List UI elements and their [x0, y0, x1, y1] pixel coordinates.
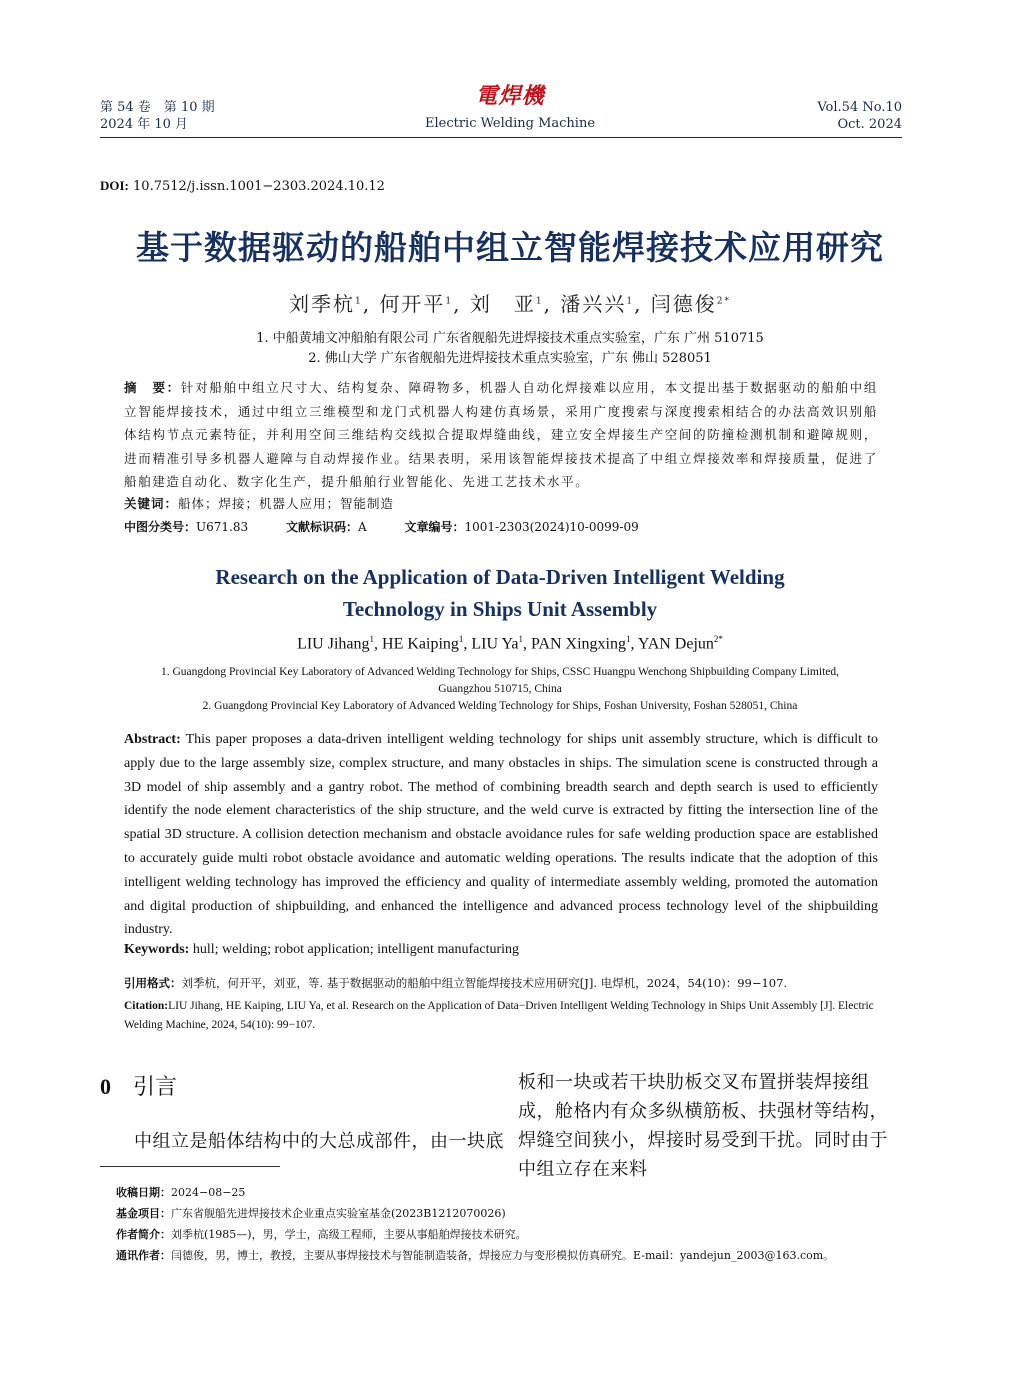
footnote-corresponding-text[interactable]: 闫德俊，男，博士，教授，主要从事焊接技术与智能制造装备，焊接应力与变形模拟仿真研究。E-mail：yandejun_2003@163.com。 [171, 1249, 835, 1262]
keywords-en-text: hull; welding; robot application; intelligent manufacturing [189, 942, 520, 957]
abstract-cn [124, 376, 878, 494]
footnote-author-bio-text: 刘季杭(1985—)，男，学士，高级工程师，主要从事船舶焊接技术研究。 [171, 1228, 527, 1241]
keywords-en [124, 942, 519, 958]
citation-en-text: LIU Jihang, HE Kaiping, LIU Ya, et al. Research on the Application of Data−Driven Intelligent Welding Technology in Ships Unit Assembly [J]. Electric Welding Machine, 2024, 54(10): 99−107. [124, 1000, 874, 1031]
section-heading-introduction [100, 1070, 177, 1101]
section-title: 引言 [133, 1075, 178, 1100]
author-cn-1-aff: 1 [354, 296, 363, 307]
citation-en [124, 997, 878, 1035]
article-number [404, 520, 638, 534]
citation-cn-text: 刘季杭，何开平，刘亚，等. 基于数据驱动的船舶中组立智能焊接技术应用研究[J]. 电焊机，2024，54(10)：99−107. [181, 976, 788, 990]
affiliation-en-1: 1. Guangdong Provincial Key Laboratory of Advanced Welding Technology for Ships, CSSC Huangpu Wenchong Shipbuilding Company Limited, [160, 666, 839, 678]
affiliation-cn-2: 2. 佛山大学 广东省舰船先进焊接技术重点实验室，广东 佛山 528051 [308, 351, 712, 366]
section-number: 0 [100, 1074, 111, 1099]
footnote-funding-label: 基金项目： [116, 1207, 171, 1220]
authors-cn: 刘季杭$^1$, 何开平$^1$, 刘 亚$^1$, 潘兴兴$^1$, 闫德俊$^{2*}$ [288, 292, 732, 316]
author-en-5: YAN Dejun [637, 635, 714, 653]
header-volume-cn: 第 54 卷 第 10 期 [100, 100, 215, 115]
footnote-received [116, 1182, 834, 1203]
body-text-right-column: 板和一块或若干块肋板交叉布置拼装焊接组成，舱格内有众多纵横筋板、扶强材等结构，焊缝空间狭小，焊接时易受到干扰。同时由于中组立存在来料 [518, 1072, 888, 1180]
title-en-line-2: Technology in Ships Unit Assembly [342, 597, 658, 621]
footnote-funding-text: 广东省舰船先进焊接技术企业重点实验室基金(2023B1212070026) [171, 1207, 506, 1220]
affiliations-cn [0, 329, 1020, 369]
clc-value: U671.83 [196, 520, 249, 534]
author-en-3-aff: 1 [518, 634, 524, 644]
clc-label: 中图分类号： [124, 520, 197, 534]
author-cn-4: 潘兴兴 [560, 292, 627, 316]
abstract-en-label: Abstract: [124, 732, 181, 747]
author-en-4-aff: 1 [626, 634, 631, 644]
header-issue-en [817, 99, 902, 133]
document-code-label: 文献标识码： [285, 520, 358, 534]
keywords-en-label: Keywords: [124, 942, 190, 957]
author-cn-3-aff: 1 [535, 296, 544, 307]
keywords-cn-label: 关键词： [124, 496, 179, 511]
author-cn-5-aff: 2* [716, 296, 732, 307]
keywords-cn [124, 494, 394, 512]
author-cn-1: 刘季杭 [288, 292, 355, 316]
journal-logo: 電焊機 [475, 83, 545, 109]
header-date-en: Oct. 2024 [837, 117, 902, 132]
author-cn-2: 何开平 [379, 292, 446, 316]
doi-label: DOI: [100, 178, 129, 193]
abstract-cn-label: 摘 要： [124, 380, 181, 395]
header-rule [100, 137, 902, 138]
author-en-2: HE Kaiping [382, 635, 459, 653]
author-cn-2-aff: 1 [445, 296, 454, 307]
body-text-left-column: 中组立是船体结构中的大总成部件，由一块底 [134, 1131, 504, 1152]
authors-en: LIU Jihang$^1$, HE Kaiping$^1$, LIU Ya$^1$, PAN Xingxing$^1$, YAN Dejun$^{2*}$ [297, 634, 723, 653]
footnote-corresponding-author [116, 1245, 834, 1266]
author-en-5-aff: 2* [713, 634, 723, 644]
title-cn: 基于数据驱动的船舶中组立智能焊接技术应用研究 [136, 228, 884, 267]
abstract-en-text: This paper proposes a data-driven intelligent welding technology for ships unit assembly structure, which is difficult to apply due to the large assembly size, complex structure, and many obstacles in ships. The simulation scene is constructed through a 3D model of ship assembly and a gantry robot. The method of combining breadth search and depth search is used to efficiently identify the node element characteristics of the ship structure, and the weld curve is extracted by fitting the intersection line of the spatial 3D structure. A collision detection mechanism and obstacle avoidance rules for safe welding production space are established to accurately guide multi robot obstacle avoidance and automatic welding operations. The results indicate that the adoption of this intelligent welding technology has improved the efficiency and quality of intermediate assembly welding, promoted the automation and digital production of shipbuilding, and enhanced the intelligence and advanced process technology level of the shipbuilding industry. [124, 732, 878, 938]
doi[interactable] [100, 178, 385, 194]
classification-codes [124, 518, 673, 535]
citation-en-label: Citation: [124, 1000, 169, 1012]
article-number-value: 1001-2303(2024)10-0099-09 [464, 520, 639, 534]
footnote-corresponding-label: 通讯作者： [116, 1249, 171, 1262]
author-en-1-aff: 1 [369, 634, 375, 644]
footnotes [116, 1182, 834, 1266]
author-en-1: LIU Jihang [297, 635, 370, 653]
citation-cn-label: 引用格式： [124, 976, 182, 990]
article-number-label: 文章编号： [404, 520, 465, 534]
abstract-cn-text: 针对船舶中组立尺寸大、结构复杂、障碍物多，机器人自动化焊接难以应用，本文提出基于数据驱动的船舶中组立智能焊接技术，通过中组立三维模型和龙门式机器人构建仿真场景，采用广度搜索与深度搜索相结合的办法高效识别船体结构节点元素特征，并利用空间三维结构交线拟合提取焊缝曲线，建立安全焊接生产空间的防撞检测机制和避障规则，进而精准引导多机器人避障与自动焊接作业。结果表明，采用该智能焊接技术提高了中组立焊接效率和焊接质量，促进了船舶建造自动化、数字化生产，提升船舶行业智能化、先进工艺技术水平。 [124, 380, 878, 490]
document-code [286, 520, 367, 534]
author-en-2-aff: 1 [458, 634, 464, 644]
author-en-3: LIU Ya [471, 635, 519, 653]
footnote-author-bio [116, 1224, 834, 1245]
footnote-author-bio-label: 作者简介： [116, 1228, 171, 1241]
affiliation-cn-1: 1. 中船黄埔文冲船舶有限公司 广东省舰船先进焊接技术重点实验室，广东 广州 510715 [256, 331, 764, 346]
title-en-line-1: Research on the Application of Data-Driven Intelligent Welding [215, 565, 785, 589]
document-code-value: A [357, 520, 367, 534]
keywords-cn-text: 船体；焊接；机器人应用；智能制造 [178, 496, 395, 511]
author-cn-3: 刘 亚 [469, 292, 536, 316]
header-volume-en: Vol.54 No.10 [817, 100, 902, 115]
author-cn-5: 闫德俊 [650, 292, 717, 316]
footnote-rule [100, 1166, 280, 1167]
footnote-received-label: 收稿日期： [116, 1186, 171, 1199]
abstract-en [124, 728, 878, 942]
journal-name-en: Electric Welding Machine [424, 116, 596, 131]
affiliation-en-1-city: Guangzhou 510715, China [438, 683, 562, 695]
title-en [100, 561, 900, 625]
header-date-cn: 2024 年 10 月 [100, 117, 189, 132]
doi-value[interactable]: 10.7512/j.issn.1001−2303.2024.10.12 [128, 179, 385, 194]
citation-cn [124, 975, 787, 991]
affiliation-en-2: 2. Guangdong Provincial Key Laboratory of Advanced Welding Technology for Ships, Foshan University, Foshan 528051, China [202, 700, 798, 712]
footnote-received-text: 2024−08−25 [171, 1186, 246, 1199]
affiliations-en [110, 664, 890, 715]
author-en-4: PAN Xingxing [531, 635, 626, 653]
clc-code [124, 520, 248, 534]
footnote-funding [116, 1203, 834, 1224]
author-cn-4-aff: 1 [626, 296, 635, 307]
